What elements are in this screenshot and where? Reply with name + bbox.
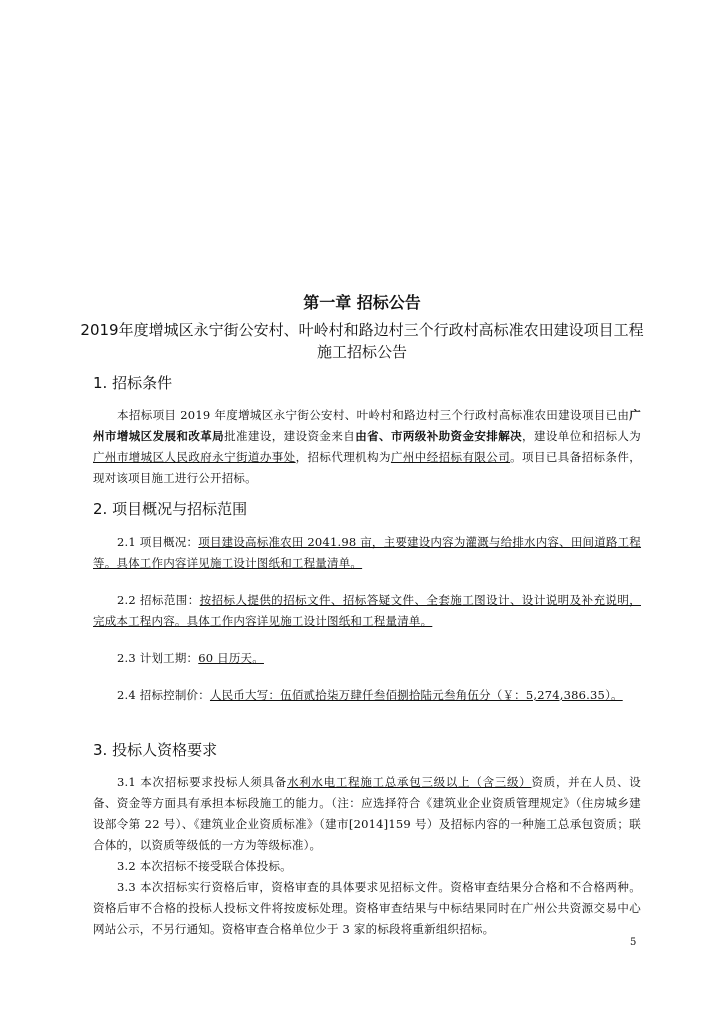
planned-duration: 60 日历天。 <box>198 651 264 665</box>
text-run: 本招标项目 2019 年度增城区永宁街公安村、叶岭村和路边村三个行政村高标准农田建设项目已由 <box>117 408 630 422</box>
funding-source: 由省、市两级补助资金安排解决 <box>355 429 523 443</box>
section-2-4-paragraph <box>93 685 641 706</box>
section-2-heading: 2. 项目概况与招标范围 <box>93 500 248 518</box>
section-2-2-paragraph <box>93 590 641 632</box>
section-1-heading: 1. 招标条件 <box>93 374 173 392</box>
item-label: 2.4 招标控制价： <box>117 688 210 702</box>
page-number: 5 <box>630 937 637 948</box>
qualification-requirement: 水利水电工程施工总承包三级以上（含三级） <box>286 775 532 789</box>
item-label: 2.3 计划工期： <box>117 651 199 665</box>
section-1-paragraph <box>93 405 641 489</box>
section-3-2-paragraph: 3.2 本次招标不接受联合体投标。 <box>117 859 292 873</box>
section-2-3-paragraph <box>93 648 641 669</box>
item-label: 2.1 项目概况： <box>117 535 199 549</box>
section-2-1-paragraph <box>93 532 641 574</box>
text-run: ，建设单位和招标人为 <box>522 429 641 443</box>
approval-authority: 广州市增城区发展和改革局 <box>93 408 641 443</box>
section-3-3-paragraph: 3.3 本次招标实行资格后审，资格审查的具体要求见招标文件。资格审查结果分合格和不合格两种。资格后审不合格的投标人投标文件将按废标处理。资格审查结果与中标结果同时在广州公共资源交易中心网站公示，不另行通知。资格审查合格单位少于 3 家的标段将重新组织招标。 <box>93 880 641 936</box>
tenderer-name: 广州市增城区人民政府永宁街道办事处 <box>93 450 296 464</box>
text-run: 资质，并在人员、设备、资金等方面具有承担本标段施工的能力。（注：应选择符合《建筑业企业资质管理规定》（住房城乡建设部令第 22 号）、《建筑业企业资质标准》（建市[2014]159 号）及招标内容的一种施工总承包资质；联合体的，以资质等级低的一方为等级标准）。 <box>93 775 642 852</box>
text-run: 。项目已具备招标条件，现对该项目施工进行公开招标。 <box>93 450 641 485</box>
agency-name: 广州中经招标有限公司 <box>390 450 511 464</box>
project-overview: 项目建设高标准农田 2041.98 亩，主要建设内容为灌溉与给排水内容、田间道路工程等。具体工作内容详见施工设计图纸和工程量清单。 <box>93 535 642 570</box>
text-run: 批准建设，建设资金来自 <box>224 429 356 443</box>
tender-scope: 按招标人提供的招标文件、招标答疑文件、全套施工图设计、设计说明及补充说明，完成本工程内容。具体工作内容详见施工设计图纸和工程量清单。 <box>93 593 641 628</box>
item-label: 2.2 招标范围： <box>117 593 200 607</box>
document-title: 2019年度增城区永宁街公安村、叶岭村和路边村三个行政村高标准农田建设项目工程施工招标公告 <box>80 321 644 361</box>
section-3-1-paragraph <box>93 772 641 856</box>
text-run: ，招标代理机构为 <box>295 450 391 464</box>
control-price: 人民币大写：伍佰贰拾柒万肆仟叁佰捌拾陆元叁角伍分（￥：5,274,386.35）。 <box>209 688 623 702</box>
text-run: 3.1 本次招标要求投标人须具备 <box>117 775 287 789</box>
section-3-heading: 3. 投标人资格要求 <box>93 741 218 759</box>
chapter-title: 第一章 招标公告 <box>303 293 421 312</box>
